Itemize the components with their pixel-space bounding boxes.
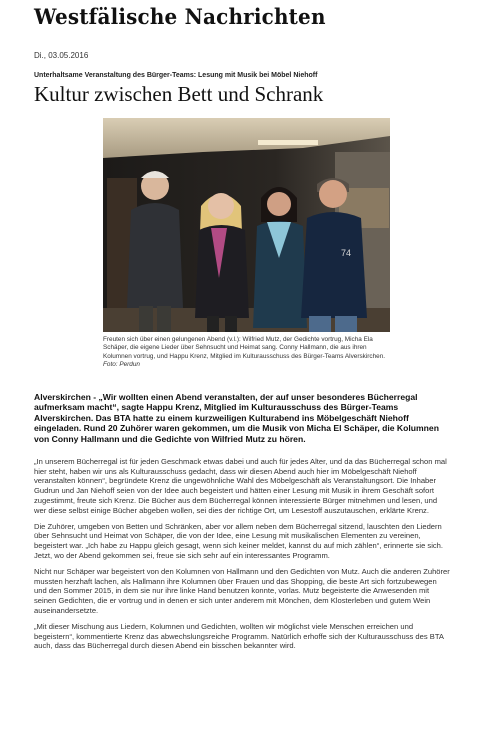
person-2 (195, 193, 249, 332)
paragraph-2: Die Zuhörer, umgeben von Betten und Schränken, aber vor allem neben dem Bücherregal sitzend, lauschten den Liedern über Sehnsucht und Heimat von Schäper, die von der Idee, eine Lesung mit musikalischen Elementen zu vereinen, begeistert war. „Ich habe zu Happu gleich gesagt, wenn sich keiner meldet, kannst du auf mich zählen“, erinnerte sie sich. Jetzt, wo der Abend gekommen sei, freue sie sich sehr auf ein interessantes Programm. (34, 521, 444, 560)
caption-text: Freuten sich über einen gelungenen Abend (v.l.): Wilfried Mutz, der Gedichte vortrug, Micha Ela Schäper, die eigene Lieder über Sehnsucht und Heimat sang. Conny Hallmann, die aus ihren Kolumnen vortrug, und Happu Krenz, Mitglied im Kulturausschuss des Bürger-Teams Alverskirchen. (103, 336, 386, 360)
paragraph-3: Nicht nur Schäper war begeistert von den Kolumnen von Hallmann und den Gedichten von Mutz. Auch die anderen Zuhörer mussten herzhaft lachen, als Hallmann ihre Kolumnen über Frauen und das Shopping, die beste Art sich fortzubewegen und den Sommer 2015, in dem sie nur ihre linke Hand benutzen konnte, vorlas. Mutz begeisterte die Anwesenden mit seinen Gedichten, die er vortrug und in denen er sich unter anderem mit Mönchen, dem Klosterleben und gutem Wein auseinandersetzte. (34, 567, 450, 615)
article-kicker: Unterhaltsame Veranstaltung des Bürger-Teams: Lesung mit Musik bei Möbel Niehoff (34, 72, 318, 79)
article-date: Di., 03.05.2016 (34, 51, 89, 60)
article-body (34, 457, 450, 658)
group-photo-illustration (103, 118, 390, 332)
ceiling-light (258, 140, 318, 145)
shirt-number: 74 (341, 248, 352, 258)
article-headline: Kultur zwischen Bett und Schrank (34, 82, 324, 106)
paragraph-1: „In unserem Bücherregal ist für jeden Geschmack etwas dabei und auch für jedes Alter, und da das Bücherregal schon mal hier steht, haben wir uns als Kulturausschuss gedacht, dass wir diesen Abend auch hier im Möbelgeschäft Niehoff veranstalten können“, begründete Krenz die ungewöhnliche Wahl des Möbelgeschäft als Veranstaltungsort. Die Inhaber Gudrun und Jan Niehoff seien von der Idee auch begeistert und hätten einer Lesung mit Musik in ihrem Geschäft sofort zugestimmt, freute sich Krenz. Die Bücher aus dem Bücherregal können interessierte Bürger mitnehmen und lesen, und wer diese selbst einige Bücher abgeben wollen, sei dies der richtige Ort, um Lesestoff auszutauschen, erklärte Krenz. (34, 457, 447, 515)
photo-caption (103, 336, 393, 369)
paragraph-4: „Mit dieser Mischung aus Liedern, Kolumnen und Gedichten, wollten wir möglichst viele Menschen erreichen und begeistern“, kommentierte Krenz das abwechslungsreiche Programm. Natürlich erhoffe sich der Kulturausschuss des BTA auch, dass das Bücherregal durch diesen Abend ein bisschen bekannter wird. (34, 622, 444, 651)
newspaper-masthead: Westfälische Nachrichten (34, 4, 326, 29)
photo-credit: Foto: Perdun (103, 360, 140, 368)
article-lead: Alverskirchen - „Wir wollten einen Abend veranstalten, der auf unser besonderes Bücherregal aufmerksam macht“, sagte Happu Krenz, Mitglied im Kulturausschuss des Bürger-Teams Alverskirchen. Das BTA hatte zu einem kurzweiligen Kulturabend ins Möbelgeschäft Niehoff eingeladen. Rund 20 Zuhörer waren gekommen, um die Musik von Micha El Schäper, die Kolumnen von Conny Hallmann und die Gedichte von Wilfried Mutz zu hören. (34, 392, 439, 444)
article-photo (103, 118, 390, 332)
